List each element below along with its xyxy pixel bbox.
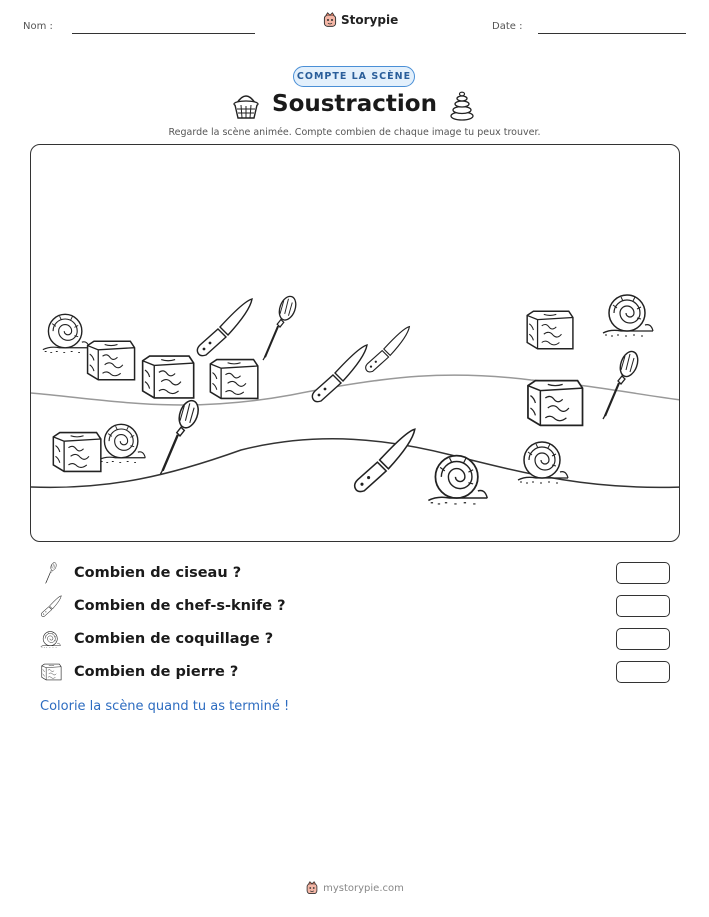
knife-icon bbox=[355, 429, 415, 491]
snail-icon bbox=[428, 456, 487, 504]
activity-badge: COMPTE LA SCÈNE bbox=[293, 66, 415, 87]
coloring-instruction: Colorie la scène quand tu as terminé ! bbox=[40, 699, 290, 714]
stone-icon bbox=[527, 311, 573, 348]
question-row bbox=[40, 560, 670, 586]
screwdriver-icon bbox=[603, 349, 641, 419]
instructions: Regarde la scène animée. Compte combien de chaque image tu peux trouver. bbox=[168, 127, 541, 138]
name-label: Nom : bbox=[23, 21, 53, 32]
answer-box[interactable] bbox=[616, 628, 670, 650]
question-text: Combien de ciseau ? bbox=[74, 565, 242, 581]
stone-stack-icon bbox=[447, 91, 477, 121]
mascot-icon bbox=[322, 12, 338, 28]
snail-icon bbox=[43, 314, 89, 352]
counting-scene bbox=[30, 144, 680, 542]
question-row bbox=[40, 593, 670, 619]
screwdriver-icon bbox=[160, 398, 201, 474]
knife-icon bbox=[366, 327, 410, 372]
question-text: Combien de chef-s-knife ? bbox=[74, 598, 286, 614]
knife-icon bbox=[312, 345, 367, 402]
date-label: Date : bbox=[492, 21, 523, 32]
answer-box[interactable] bbox=[616, 661, 670, 683]
stone-icon bbox=[53, 433, 101, 472]
brand-name: Storypie bbox=[341, 13, 399, 27]
snail-icon bbox=[518, 442, 568, 483]
brand-logo bbox=[322, 12, 398, 28]
scene-illustration bbox=[31, 145, 680, 542]
stone-icon bbox=[88, 341, 135, 379]
snail-icon bbox=[99, 424, 145, 462]
knife-icon bbox=[197, 299, 252, 356]
snail-icon bbox=[603, 295, 653, 336]
question-text: Combien de pierre ? bbox=[74, 664, 239, 680]
answer-box[interactable] bbox=[616, 595, 670, 617]
stone-icon bbox=[40, 661, 62, 683]
name-field[interactable] bbox=[72, 33, 255, 34]
mascot-icon bbox=[305, 881, 319, 895]
screwdriver-icon bbox=[263, 294, 299, 360]
knife-icon bbox=[40, 595, 62, 617]
question-text: Combien de coquillage ? bbox=[74, 631, 274, 647]
question-row bbox=[40, 626, 670, 652]
answer-box[interactable] bbox=[616, 562, 670, 584]
question-row bbox=[40, 659, 670, 685]
screwdriver-icon bbox=[40, 562, 62, 584]
site-footer bbox=[0, 881, 709, 895]
stone-icon bbox=[143, 356, 194, 398]
site-url: mystorypie.com bbox=[323, 882, 404, 894]
stone-icon bbox=[210, 360, 258, 399]
date-field[interactable] bbox=[538, 33, 686, 34]
snail-icon bbox=[40, 628, 62, 650]
page-title: Soustraction bbox=[272, 91, 437, 117]
stone-icon bbox=[528, 381, 583, 426]
